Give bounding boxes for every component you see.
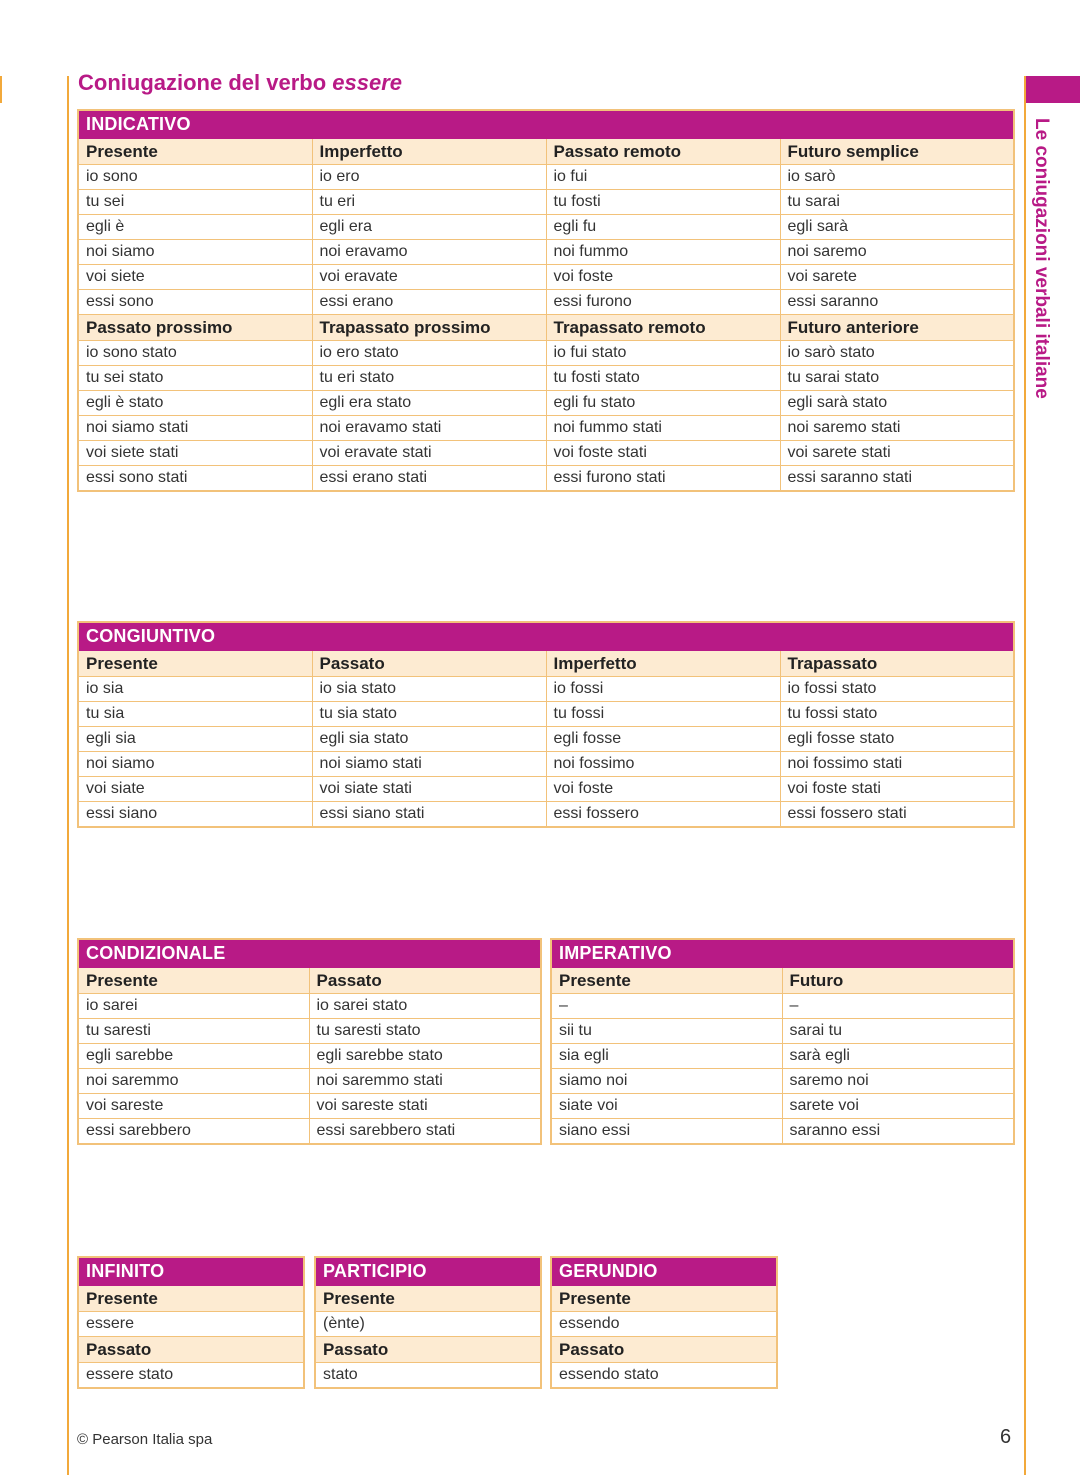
table-cell: sarai tu <box>782 1019 1014 1044</box>
table-cell: egli è stato <box>78 391 312 416</box>
table-cell: noi siamo stati <box>78 416 312 441</box>
table-cell: tu sarai <box>780 190 1014 215</box>
congiuntivo-table <box>77 621 1015 828</box>
table-cell: voi siate <box>78 777 312 802</box>
table-cell: voi foste <box>546 265 780 290</box>
table-cell: sia egli <box>551 1044 782 1069</box>
tense-header: Passato remoto <box>546 139 780 165</box>
table-cell: egli sia <box>78 727 312 752</box>
side-tab-marker <box>1026 76 1080 103</box>
table-row <box>315 1363 541 1389</box>
table-row <box>78 1094 541 1119</box>
copyright-footer: © Pearson Italia spa <box>77 1431 213 1448</box>
table-row <box>78 1019 541 1044</box>
side-section-label: Le coniugazioni verbali italiane <box>1031 118 1052 399</box>
table-cell: io sarò stato <box>780 341 1014 366</box>
tense-header: Presente <box>551 968 782 994</box>
table-cell: voi foste stati <box>780 777 1014 802</box>
table-cell: noi fossimo stati <box>780 752 1014 777</box>
table-row <box>78 1069 541 1094</box>
table-cell: voi sarete stati <box>780 441 1014 466</box>
table-cell: noi eravamo <box>312 240 546 265</box>
table-cell: essi saranno stati <box>780 466 1014 492</box>
left-margin-rule <box>67 76 69 1475</box>
table-cell: egli sarà stato <box>780 391 1014 416</box>
table-cell: tu fosti stato <box>546 366 780 391</box>
mood-header-indicativo: INDICATIVO <box>78 110 1014 139</box>
table-cell: noi siamo <box>78 240 312 265</box>
tense-header: Presente <box>78 968 309 994</box>
table-cell: essi sono <box>78 290 312 315</box>
table-row <box>78 416 1014 441</box>
table-cell: sarete voi <box>782 1094 1014 1119</box>
table-cell: egli sarebbe stato <box>309 1044 541 1069</box>
table-cell: voi eravate stati <box>312 441 546 466</box>
tense-header: Passato prossimo <box>78 315 312 341</box>
table-cell: saremo noi <box>782 1069 1014 1094</box>
mood-header-gerundio: GERUNDIO <box>551 1257 777 1286</box>
table-cell: io fossi stato <box>780 677 1014 702</box>
table-cell: essendo <box>551 1312 777 1337</box>
page-number: 6 <box>1000 1426 1012 1448</box>
table-cell: tu fossi stato <box>780 702 1014 727</box>
imperativo-table <box>550 938 1015 1145</box>
table-cell: egli sia stato <box>312 727 546 752</box>
table-row <box>78 727 1014 752</box>
table-cell: noi fummo stati <box>546 416 780 441</box>
table-cell: egli fosse <box>546 727 780 752</box>
table-cell: egli fosse stato <box>780 727 1014 752</box>
mood-header-infinito: INFINITO <box>78 1257 304 1286</box>
table-cell: egli è <box>78 215 312 240</box>
table-row <box>551 1094 1014 1119</box>
mood-header-condizionale: CONDIZIONALE <box>78 939 541 968</box>
tense-header: Imperfetto <box>546 651 780 677</box>
table-cell: essi sono stati <box>78 466 312 492</box>
table-row <box>78 677 1014 702</box>
table-cell: tu sia <box>78 702 312 727</box>
table-cell: essi sarebbero stati <box>309 1119 541 1145</box>
table-row <box>78 165 1014 190</box>
mood-header-participio: PARTICIPIO <box>315 1257 541 1286</box>
table-row <box>78 802 1014 828</box>
table-row <box>78 265 1014 290</box>
table-cell: tu saresti <box>78 1019 309 1044</box>
table-cell: io sia <box>78 677 312 702</box>
table-cell: egli fu <box>546 215 780 240</box>
table-cell: io fui stato <box>546 341 780 366</box>
condizionale-table <box>77 938 542 1145</box>
table-cell: essi fossero stati <box>780 802 1014 828</box>
tense-header: Passato <box>78 1337 304 1363</box>
table-cell: essi erano <box>312 290 546 315</box>
page-title-prefix: Coniugazione del verbo <box>78 70 333 95</box>
table-cell: tu eri <box>312 190 546 215</box>
table-cell: (ènte) <box>315 1312 541 1337</box>
table-cell: noi saremmo stati <box>309 1069 541 1094</box>
table-row <box>78 1044 541 1069</box>
table-cell: noi fossimo <box>546 752 780 777</box>
tense-header: Presente <box>551 1286 777 1312</box>
table-cell: voi siete <box>78 265 312 290</box>
table-cell: essi erano stati <box>312 466 546 492</box>
tense-header-row <box>78 968 541 994</box>
table-cell: essere <box>78 1312 304 1337</box>
table-row <box>78 1363 304 1389</box>
tense-header: Passato <box>312 651 546 677</box>
table-cell: tu sarai stato <box>780 366 1014 391</box>
tense-header-row <box>551 968 1014 994</box>
table-row <box>78 341 1014 366</box>
table-cell: noi siamo stati <box>312 752 546 777</box>
page-title-verb: essere <box>332 70 402 95</box>
tense-header: Trapassato remoto <box>546 315 780 341</box>
table-row <box>78 466 1014 492</box>
table-cell: egli sarà <box>780 215 1014 240</box>
table-cell: voi siate stati <box>312 777 546 802</box>
table-row <box>78 777 1014 802</box>
mood-header-congiuntivo: CONGIUNTIVO <box>78 622 1014 651</box>
table-cell: essi siano <box>78 802 312 828</box>
table-cell: tu sei stato <box>78 366 312 391</box>
table-cell: tu eri stato <box>312 366 546 391</box>
table-cell: noi siamo <box>78 752 312 777</box>
tense-header: Trapassato prossimo <box>312 315 546 341</box>
table-cell: essendo stato <box>551 1363 777 1389</box>
table-row <box>78 1312 304 1337</box>
tense-header: Futuro anteriore <box>780 315 1014 341</box>
tense-header: Presente <box>78 651 312 677</box>
table-row <box>78 441 1014 466</box>
table-cell: io sono <box>78 165 312 190</box>
table-cell: essi furono <box>546 290 780 315</box>
table-cell: tu sei <box>78 190 312 215</box>
table-row <box>78 290 1014 315</box>
right-margin-rule <box>1024 76 1026 1475</box>
table-cell: voi sarete <box>780 265 1014 290</box>
table-cell: sii tu <box>551 1019 782 1044</box>
table-cell: io sarò <box>780 165 1014 190</box>
table-row <box>78 366 1014 391</box>
table-row <box>78 1119 541 1145</box>
table-row <box>551 1312 777 1337</box>
table-row <box>551 994 1014 1019</box>
table-cell: egli era stato <box>312 391 546 416</box>
table-row <box>551 1363 777 1389</box>
tense-header-row <box>78 315 1014 341</box>
tense-header: Imperfetto <box>312 139 546 165</box>
tense-header: Presente <box>78 139 312 165</box>
left-margin-tick <box>0 76 2 103</box>
table-row <box>78 391 1014 416</box>
tense-header: Passato <box>315 1337 541 1363</box>
tense-header: Futuro <box>782 968 1014 994</box>
table-cell: egli fu stato <box>546 391 780 416</box>
table-row <box>78 215 1014 240</box>
tense-header-row <box>78 139 1014 165</box>
table-row <box>78 994 541 1019</box>
table-cell: io ero <box>312 165 546 190</box>
table-row <box>78 190 1014 215</box>
table-row <box>551 1044 1014 1069</box>
participio-table <box>314 1256 542 1389</box>
table-cell: io sono stato <box>78 341 312 366</box>
table-cell: io ero stato <box>312 341 546 366</box>
table-cell: voi sareste stati <box>309 1094 541 1119</box>
table-cell: essi saranno <box>780 290 1014 315</box>
table-cell: essi fossero <box>546 802 780 828</box>
table-cell: noi saremo <box>780 240 1014 265</box>
gerundio-table <box>550 1256 778 1389</box>
table-cell: egli era <box>312 215 546 240</box>
table-cell: tu fosti <box>546 190 780 215</box>
table-cell: io sarei <box>78 994 309 1019</box>
table-cell: io sia stato <box>312 677 546 702</box>
table-row <box>315 1312 541 1337</box>
table-row <box>551 1069 1014 1094</box>
table-cell: siano essi <box>551 1119 782 1145</box>
table-cell: essi furono stati <box>546 466 780 492</box>
table-cell: io fossi <box>546 677 780 702</box>
table-cell: voi sareste <box>78 1094 309 1119</box>
table-cell: io sarei stato <box>309 994 541 1019</box>
tense-header-row <box>78 651 1014 677</box>
table-cell: noi fummo <box>546 240 780 265</box>
tense-header: Passato <box>309 968 541 994</box>
table-cell: tu fossi <box>546 702 780 727</box>
table-cell: siamo noi <box>551 1069 782 1094</box>
table-cell: noi saremo stati <box>780 416 1014 441</box>
table-cell: noi saremmo <box>78 1069 309 1094</box>
table-cell: – <box>782 994 1014 1019</box>
table-cell: stato <box>315 1363 541 1389</box>
infinito-table <box>77 1256 305 1389</box>
tense-header: Presente <box>78 1286 304 1312</box>
indicativo-table <box>77 109 1015 492</box>
table-cell: essi sarebbero <box>78 1119 309 1145</box>
table-cell: noi eravamo stati <box>312 416 546 441</box>
table-row <box>78 702 1014 727</box>
table-row <box>78 752 1014 777</box>
table-row <box>551 1019 1014 1044</box>
table-cell: voi foste stati <box>546 441 780 466</box>
table-cell: voi siete stati <box>78 441 312 466</box>
table-cell: essi siano stati <box>312 802 546 828</box>
table-row <box>551 1119 1014 1145</box>
table-cell: tu saresti stato <box>309 1019 541 1044</box>
table-cell: tu sia stato <box>312 702 546 727</box>
tense-header: Futuro semplice <box>780 139 1014 165</box>
table-cell: – <box>551 994 782 1019</box>
tense-header: Presente <box>315 1286 541 1312</box>
table-cell: voi foste <box>546 777 780 802</box>
table-row <box>78 240 1014 265</box>
table-cell: essere stato <box>78 1363 304 1389</box>
tense-header: Passato <box>551 1337 777 1363</box>
table-cell: egli sarebbe <box>78 1044 309 1069</box>
tense-header: Trapassato <box>780 651 1014 677</box>
table-cell: saranno essi <box>782 1119 1014 1145</box>
table-cell: io fui <box>546 165 780 190</box>
page-title <box>78 70 402 96</box>
table-cell: sarà egli <box>782 1044 1014 1069</box>
mood-header-imperativo: IMPERATIVO <box>551 939 1014 968</box>
table-cell: siate voi <box>551 1094 782 1119</box>
table-cell: voi eravate <box>312 265 546 290</box>
